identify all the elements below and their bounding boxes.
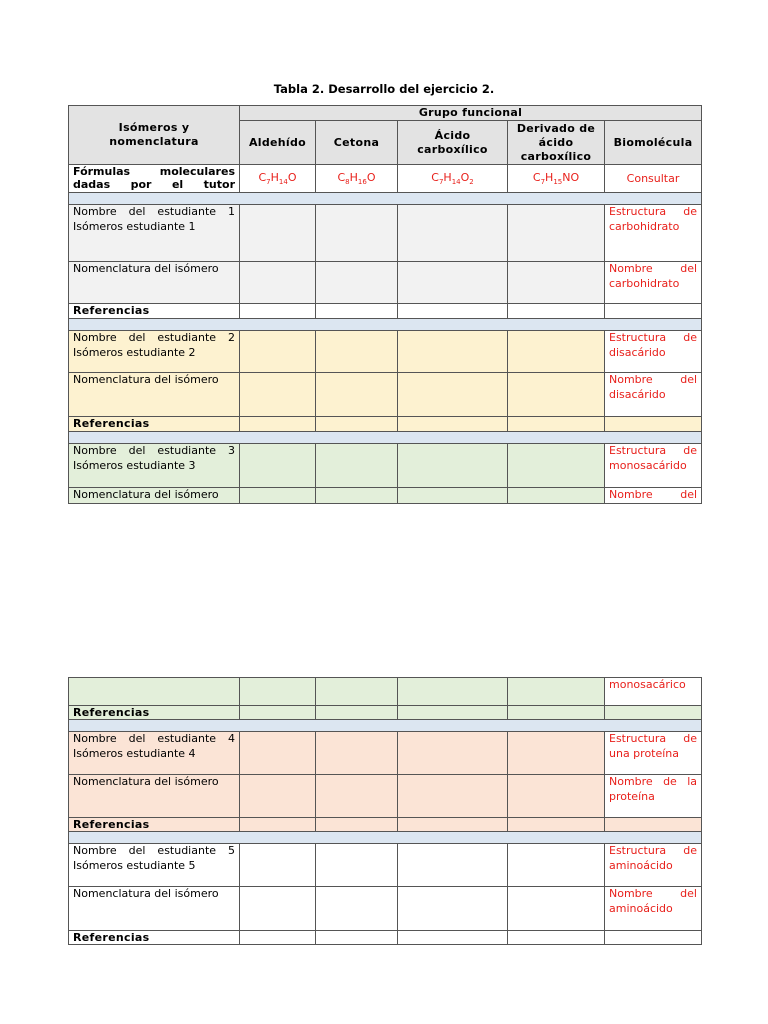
formula-acid-derivative: $C_7H_{15}NO$: [508, 165, 605, 193]
student-5-ref-derivative[interactable]: [508, 931, 605, 945]
student-4-name-cell: Nombre del estudiante 4 Isómeros estudiante 4: [69, 732, 240, 775]
student-5-biomolecule-name: Nombre del aminoácido: [605, 887, 702, 931]
student-5-ref-biomolecule[interactable]: [605, 931, 702, 945]
student-5-nomenclature: Nomenclatura del isómero: [69, 887, 240, 931]
student-2-ref-ketone[interactable]: [316, 417, 398, 432]
separator-row: [69, 832, 702, 844]
student-5-acid-cell[interactable]: [398, 844, 508, 887]
student-3-ref-aldehyde[interactable]: [240, 706, 316, 720]
student-2-ref-biomolecule[interactable]: [605, 417, 702, 432]
student-5-nom-aldehyde[interactable]: [240, 887, 316, 931]
student-3-nom-derivative[interactable]: [508, 488, 605, 504]
separator-row: [69, 432, 702, 444]
student-2-nom-acid[interactable]: [398, 373, 508, 417]
student-3-nom-ketone[interactable]: [316, 488, 398, 504]
formula-aldehyde: $C_7H_{14}O$: [240, 165, 316, 193]
student-4-references: Referencias: [69, 818, 240, 832]
student-4-derivative-cell[interactable]: [508, 732, 605, 775]
student-1-ref-derivative[interactable]: [508, 304, 605, 319]
student-2-biomolecule-name: Nombre del disacárido: [605, 373, 702, 417]
student-4-biomolecule-name: Nombre de la proteína: [605, 775, 702, 818]
student-5-ketone-cell[interactable]: [316, 844, 398, 887]
student-1-references: Referencias: [69, 304, 240, 319]
student-4-aldehyde-cell[interactable]: [240, 732, 316, 775]
student-1-nom-aldehyde[interactable]: [240, 262, 316, 304]
student-3-biomolecule-name-part2: monosacárico: [605, 678, 702, 706]
student-3-ref-biomolecule[interactable]: [605, 706, 702, 720]
student-3-nom-aldehyde-cont[interactable]: [240, 678, 316, 706]
student-2-structure: Estructura de disacárido: [605, 331, 702, 373]
student-2-nomenclature: Nomenclatura del isómero: [69, 373, 240, 417]
student-1-nomenclature: Nomenclatura del isómero: [69, 262, 240, 304]
student-1-ref-biomolecule[interactable]: [605, 304, 702, 319]
student-2-nom-aldehyde[interactable]: [240, 373, 316, 417]
student-4-ref-ketone[interactable]: [316, 818, 398, 832]
student-3-biomolecule-name-part1: Nombre del: [605, 488, 702, 504]
student-3-ketone-cell[interactable]: [316, 444, 398, 488]
header-isomers-nomenclature: Isómeros y nomenclatura: [69, 106, 240, 165]
student-1-biomolecule-name: Nombre del carbohidrato: [605, 262, 702, 304]
exercise-table-part2: [68, 677, 702, 945]
header-acid-derivative: Derivado de ácido carboxílico: [508, 121, 605, 165]
student-3-references: Referencias: [69, 706, 240, 720]
student-3-nom-acid-cont[interactable]: [398, 678, 508, 706]
student-5-nom-derivative[interactable]: [508, 887, 605, 931]
exercise-table-part1: [68, 105, 702, 504]
student-5-nom-acid[interactable]: [398, 887, 508, 931]
formula-row-label: Fórmulas moleculares dadas por el tutor: [69, 165, 240, 193]
student-3-nom-acid[interactable]: [398, 488, 508, 504]
student-5-ref-ketone[interactable]: [316, 931, 398, 945]
student-2-ref-aldehyde[interactable]: [240, 417, 316, 432]
student-3-structure: Estructura de monosacárido: [605, 444, 702, 488]
student-5-derivative-cell[interactable]: [508, 844, 605, 887]
student-2-nom-derivative[interactable]: [508, 373, 605, 417]
student-5-structure: Estructura de aminoácido: [605, 844, 702, 887]
student-2-ref-derivative[interactable]: [508, 417, 605, 432]
student-3-ref-ketone[interactable]: [316, 706, 398, 720]
header-aldehyde: Aldehído: [240, 121, 316, 165]
student-4-nom-aldehyde[interactable]: [240, 775, 316, 818]
student-3-aldehyde-cell[interactable]: [240, 444, 316, 488]
student-3-name-cell: Nombre del estudiante 3 Isómeros estudiante 3: [69, 444, 240, 488]
student-2-references: Referencias: [69, 417, 240, 432]
student-4-ref-acid[interactable]: [398, 818, 508, 832]
table-caption: Tabla 2. Desarrollo del ejercicio 2.: [273, 82, 495, 96]
student-2-aldehyde-cell[interactable]: [240, 331, 316, 373]
separator-row: [69, 720, 702, 732]
student-1-nom-ketone[interactable]: [316, 262, 398, 304]
student-1-ketone-cell[interactable]: [316, 205, 398, 262]
header-carboxylic-acid: Ácido carboxílico: [398, 121, 508, 165]
student-2-derivative-cell[interactable]: [508, 331, 605, 373]
student-3-nom-continued[interactable]: [69, 678, 240, 706]
student-1-name-cell: Nombre del estudiante 1 Isómeros estudiante 1: [69, 205, 240, 262]
student-1-acid-cell[interactable]: [398, 205, 508, 262]
header-biomolecule: Biomolécula: [605, 121, 702, 165]
student-5-name-cell: Nombre del estudiante 5 Isómeros estudiante 5: [69, 844, 240, 887]
student-2-name-cell: Nombre del estudiante 2 Isómeros estudiante 2: [69, 331, 240, 373]
student-4-ref-derivative[interactable]: [508, 818, 605, 832]
student-4-nom-derivative[interactable]: [508, 775, 605, 818]
student-4-ref-biomolecule[interactable]: [605, 818, 702, 832]
student-3-nomenclature: Nomenclatura del isómero: [69, 488, 240, 504]
student-2-nom-ketone[interactable]: [316, 373, 398, 417]
student-5-ref-acid[interactable]: [398, 931, 508, 945]
student-1-nom-acid[interactable]: [398, 262, 508, 304]
student-1-ref-aldehyde[interactable]: [240, 304, 316, 319]
header-functional-group: Grupo funcional: [240, 106, 702, 121]
student-2-acid-cell[interactable]: [398, 331, 508, 373]
student-1-structure: Estructura de carbohidrato: [605, 205, 702, 262]
student-3-nom-aldehyde[interactable]: [240, 488, 316, 504]
formula-biomolecule: Consultar: [605, 165, 702, 193]
student-4-acid-cell[interactable]: [398, 732, 508, 775]
formula-carboxylic-acid: $C_7H_{14}O_2$: [398, 165, 508, 193]
student-3-ref-acid[interactable]: [398, 706, 508, 720]
separator-row: [69, 319, 702, 331]
student-5-nom-ketone[interactable]: [316, 887, 398, 931]
student-4-ketone-cell[interactable]: [316, 732, 398, 775]
formula-ketone: $C_8H_{16}O$: [316, 165, 398, 193]
student-1-aldehyde-cell[interactable]: [240, 205, 316, 262]
student-2-ref-acid[interactable]: [398, 417, 508, 432]
student-4-ref-aldehyde[interactable]: [240, 818, 316, 832]
student-4-nom-acid[interactable]: [398, 775, 508, 818]
student-4-nom-ketone[interactable]: [316, 775, 398, 818]
student-1-ref-acid[interactable]: [398, 304, 508, 319]
student-3-nom-ketone-cont[interactable]: [316, 678, 398, 706]
student-2-ketone-cell[interactable]: [316, 331, 398, 373]
student-4-nomenclature: Nomenclatura del isómero: [69, 775, 240, 818]
student-3-ref-derivative[interactable]: [508, 706, 605, 720]
student-1-derivative-cell[interactable]: [508, 205, 605, 262]
student-3-nom-derivative-cont[interactable]: [508, 678, 605, 706]
student-1-nom-derivative[interactable]: [508, 262, 605, 304]
student-5-aldehyde-cell[interactable]: [240, 844, 316, 887]
student-4-structure: Estructura de una proteína: [605, 732, 702, 775]
student-3-acid-cell[interactable]: [398, 444, 508, 488]
separator-row: [69, 193, 702, 205]
student-3-derivative-cell[interactable]: [508, 444, 605, 488]
student-5-ref-aldehyde[interactable]: [240, 931, 316, 945]
student-5-references: Referencias: [69, 931, 240, 945]
header-ketone: Cetona: [316, 121, 398, 165]
student-1-ref-ketone[interactable]: [316, 304, 398, 319]
